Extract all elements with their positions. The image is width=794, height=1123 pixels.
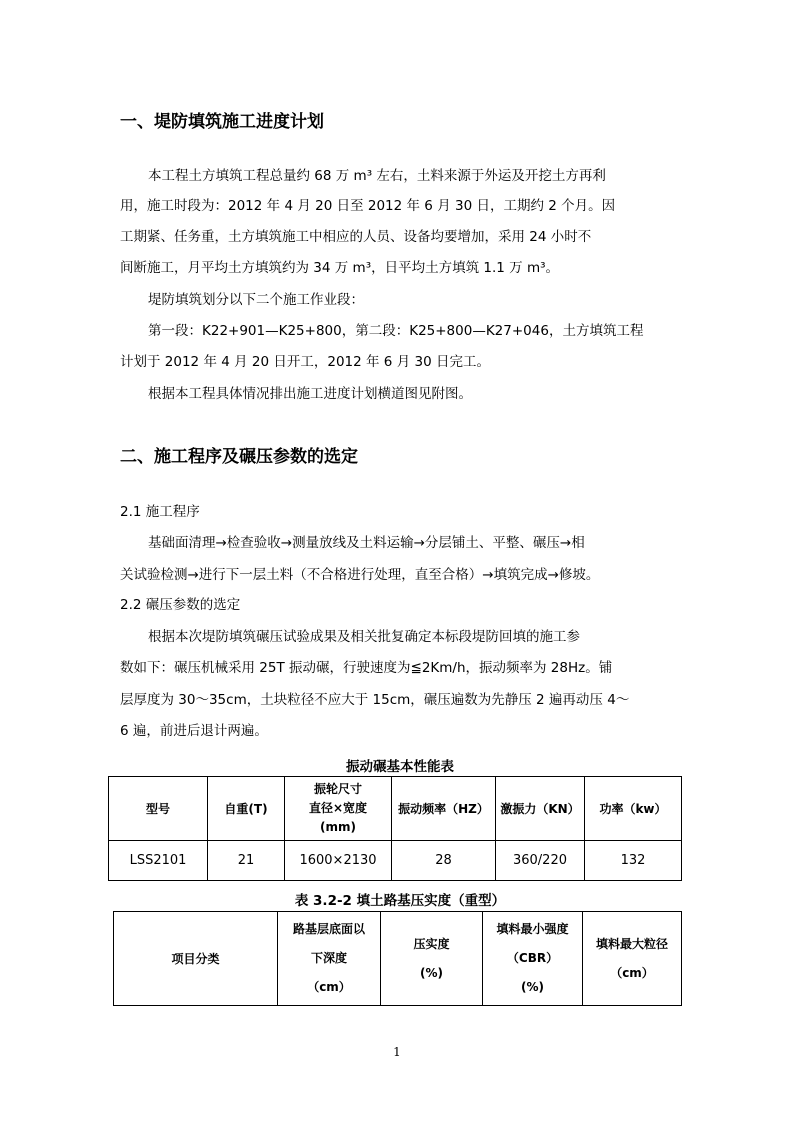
header-category: 项目分类 [114, 912, 278, 1006]
header-strength-line-2: （CBR） [506, 951, 559, 965]
section-1-heading: 一、堤防填筑施工进度计划 [120, 112, 324, 132]
s1-paragraph-3-line-2: 计划于 2012 年 4 月 20 日开工，2012 年 6 月 30 日完工。 [120, 354, 490, 370]
header-depth-line-3: （cm） [307, 980, 351, 994]
s2-1-line-2: 关试验检测→进行下一层土料（不合格进行处理，直至合格）→填筑完成→修坡。 [120, 567, 600, 583]
s1-paragraph-2: 堤防填筑划分以下二个施工作业段： [148, 292, 364, 308]
page-number: 1 [393, 1045, 401, 1059]
header-max-grain [583, 912, 682, 1006]
roller-performance-table [108, 776, 682, 881]
header-depth [278, 912, 381, 1006]
table-1-caption: 振动碾基本性能表 [346, 759, 454, 775]
header-wheel-line-2: 直径×宽度 [308, 801, 368, 815]
header-weight: 自重(T) [208, 777, 285, 841]
header-min-strength [483, 912, 583, 1006]
header-strength-line-3: (%) [521, 980, 544, 994]
header-wheel-line-3: (mm) [320, 820, 356, 834]
header-frequency: 振动频率（HZ） [392, 777, 496, 841]
header-grain-line-1: 填料最大粒径 [595, 936, 668, 951]
subsection-2-2-title: 2.2 碾压参数的选定 [120, 597, 241, 613]
cell-wheel: 1600×2130 [285, 841, 392, 881]
table-2-caption: 表 3.2-2 填土路基压实度（重型） [294, 893, 506, 909]
s1-paragraph-4: 根据本工程具体情况排出施工进度计划横道图见附图。 [148, 386, 472, 402]
header-model: 型号 [109, 777, 208, 841]
header-compaction-line-1: 压实度 [413, 936, 450, 951]
s2-2-line-3: 层厚度为 30～35cm，土块粒径不应大于 15cm，碾压遍数为先静压 2 遍再动压 4～ [120, 692, 630, 708]
s2-2-line-1: 根据本次堤防填筑碾压试验成果及相关批复确定本标段堤防回填的施工参 [148, 629, 580, 645]
header-power: 功率（kw） [585, 777, 682, 841]
header-depth-line-1: 路基层底面以 [292, 922, 365, 936]
s1-paragraph-3-line-1: 第一段：K22+901—K25+800，第二段：K25+800—K27+046，土方填筑工程 [148, 323, 644, 339]
compaction-table [113, 911, 682, 1006]
s1-paragraph-1-line-3: 工期紧、任务重，土方填筑施工中相应的人员、设备均要增加，采用 24 小时不 [120, 229, 592, 245]
cell-model: LSS2101 [109, 841, 208, 881]
s2-2-line-4: 6 遍，前进后退计两遍。 [120, 723, 268, 739]
header-force: 激振力（KN） [496, 777, 585, 841]
header-strength-line-1: 填料最小强度 [496, 922, 569, 936]
table-row [109, 841, 682, 881]
s1-paragraph-1-line-1: 本工程土方填筑工程总量约 68 万 m³ 左右，土料来源于外运及开挖土方再利 [148, 168, 606, 184]
cell-frequency: 28 [392, 841, 496, 881]
subsection-2-1-title: 2.1 施工程序 [120, 504, 200, 520]
header-wheel-line-1: 振轮尺寸 [313, 782, 362, 796]
s2-2-line-2: 数如下：碾压机械采用 25T 振动碾，行驶速度为≦2Km/h，振动频率为 28Hz。铺 [120, 660, 613, 676]
header-compaction [381, 912, 483, 1006]
s1-paragraph-1-line-2: 用，施工时段为：2012 年 4 月 20 日至 2012 年 6 月 30 日，工期约 2 个月。因 [120, 198, 616, 214]
cell-weight: 21 [208, 841, 285, 881]
header-grain-line-2: （cm） [610, 965, 654, 980]
s1-paragraph-1-line-4: 间断施工，月平均土方填筑约为 34 万 m³，日平均土方填筑 1.1 万 m³。 [120, 260, 560, 276]
cell-power: 132 [585, 841, 682, 881]
section-2-heading: 二、施工程序及碾压参数的选定 [120, 447, 358, 467]
header-depth-line-2: 下深度 [310, 951, 347, 965]
header-wheel-size [285, 777, 392, 841]
cell-force: 360/220 [496, 841, 585, 881]
s2-1-line-1: 基础面清理→检查验收→测量放线及土料运输→分层铺土、平整、碾压→相 [148, 535, 585, 551]
header-compaction-line-2: (%) [420, 965, 443, 980]
